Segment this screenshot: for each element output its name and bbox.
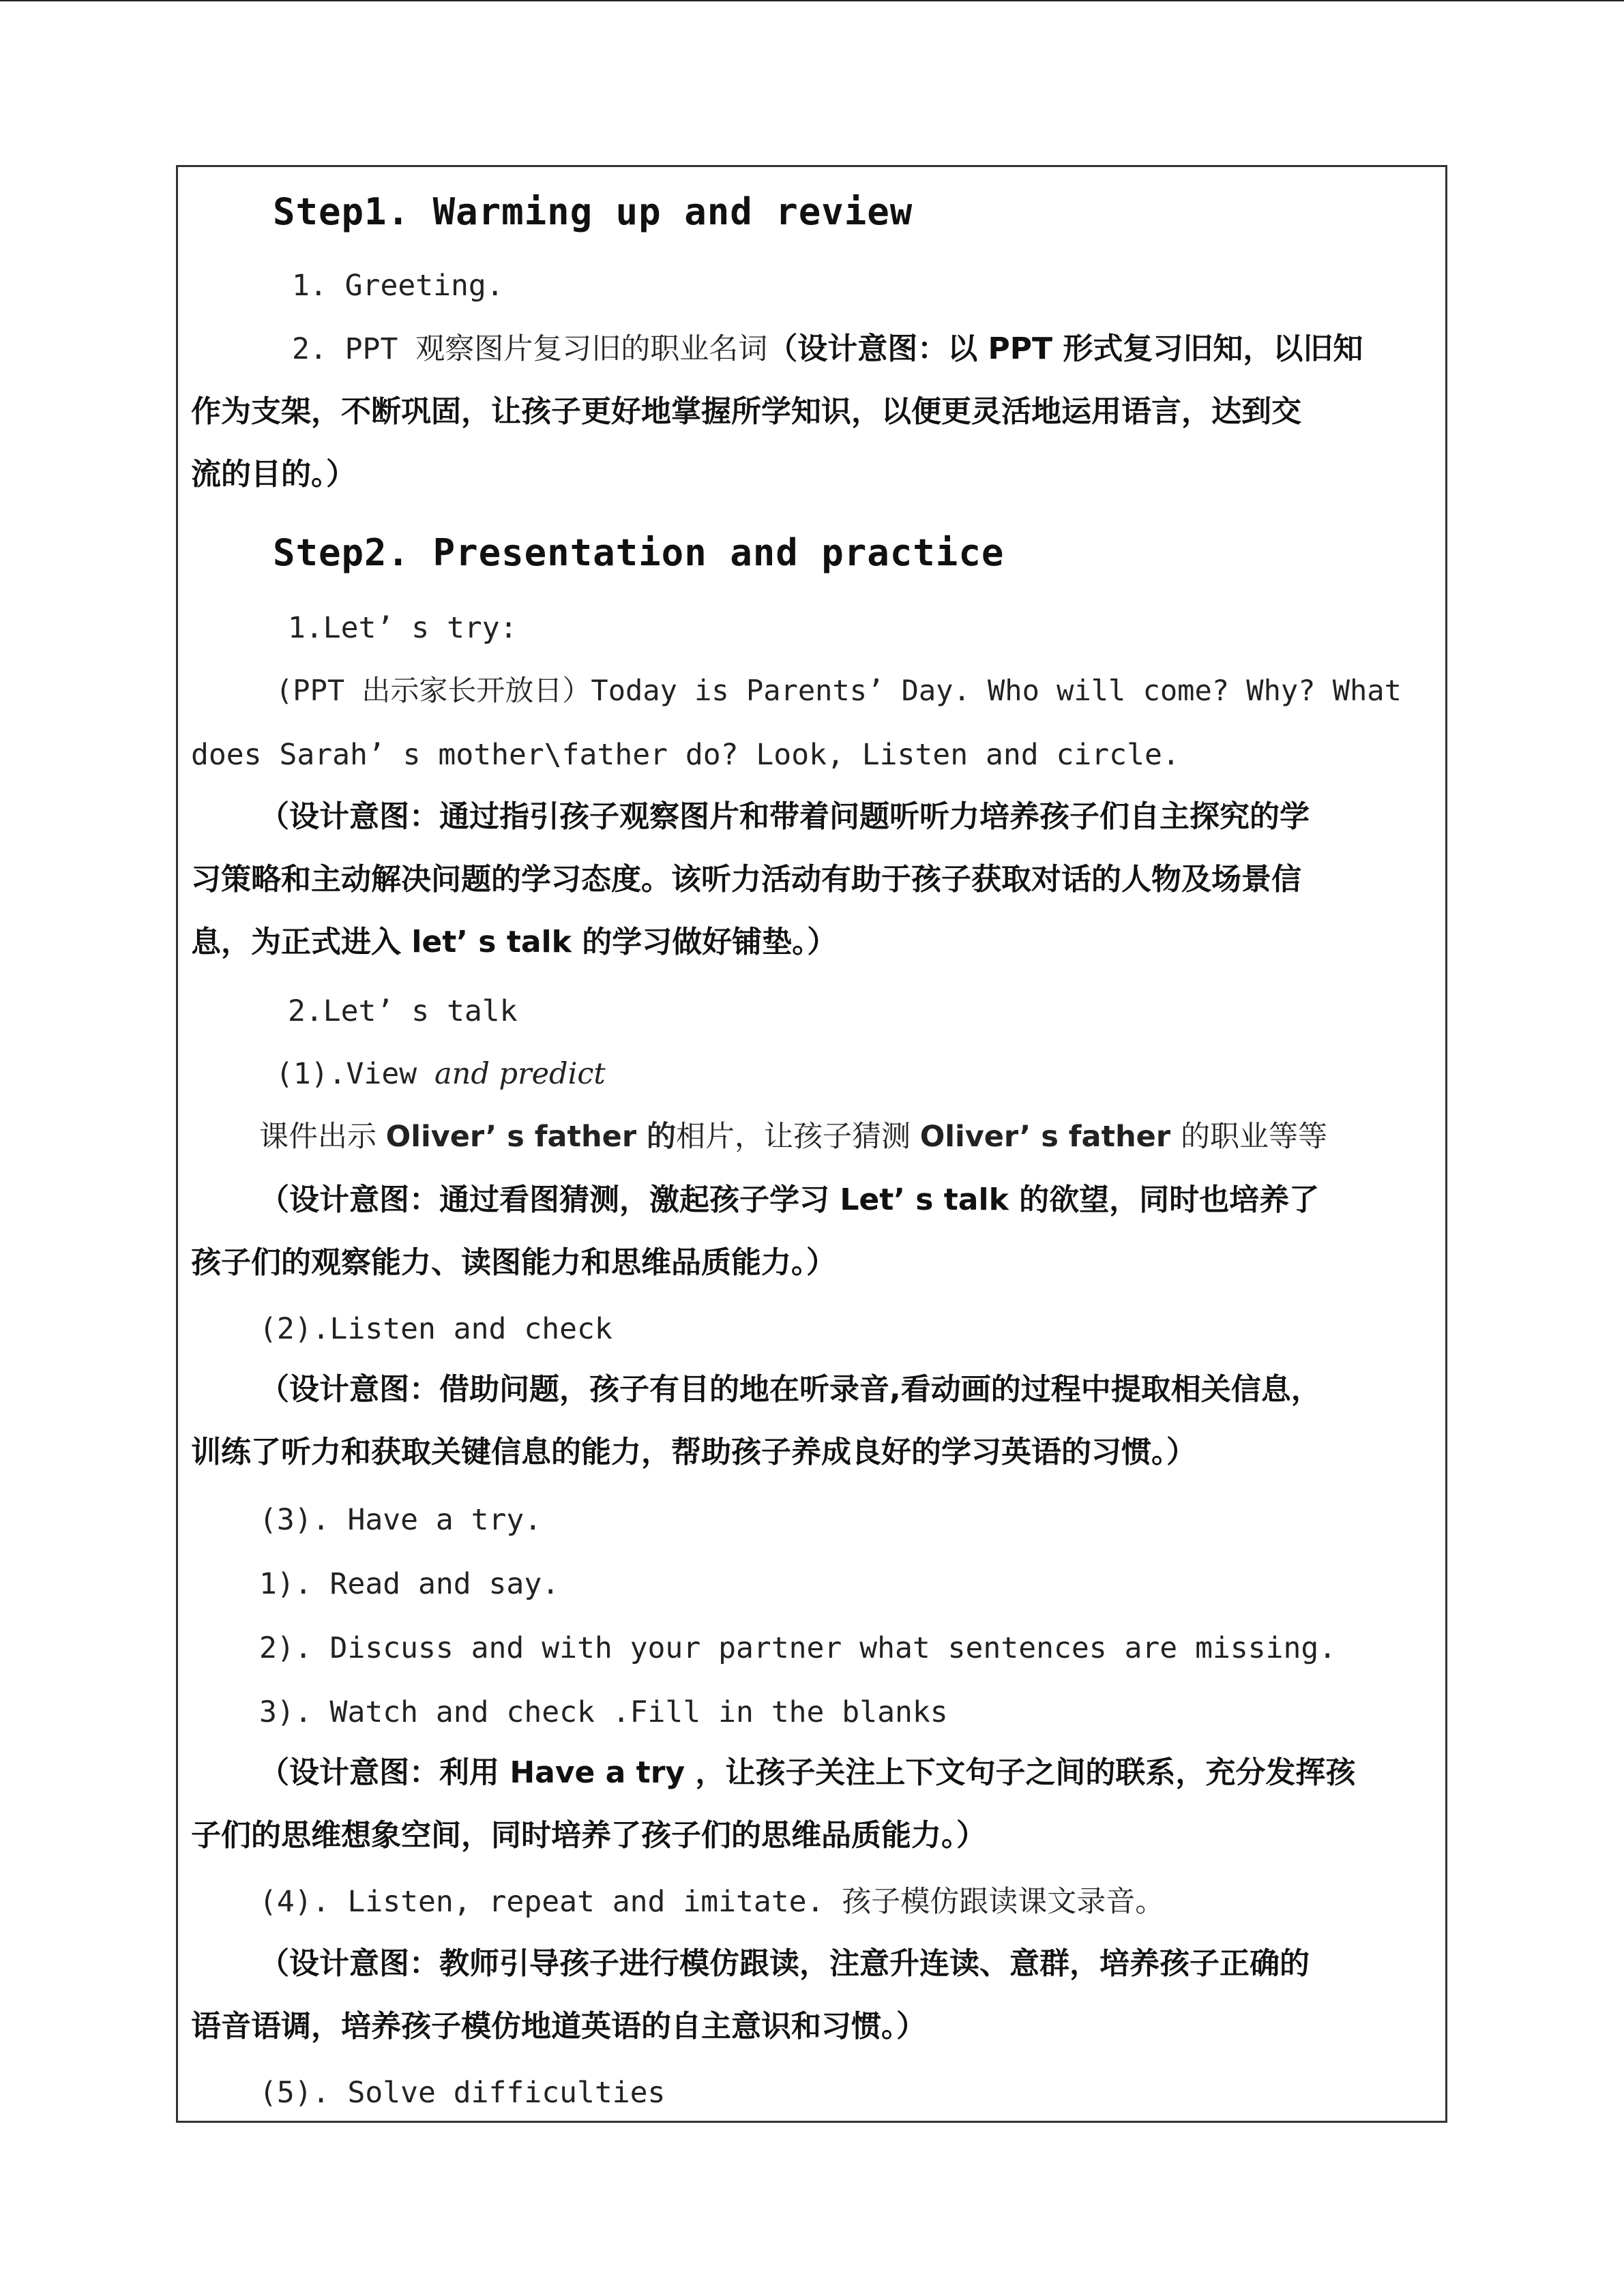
step1-item-greeting: 1. Greeting. <box>292 269 504 303</box>
listen-repeat: (4). Listen, repeat and imitate. 孩子模仿跟读课文录音。 <box>259 1885 1165 1919</box>
view-predict-rest: and predict <box>434 1057 606 1091</box>
listen-check: (2).Listen and check <box>259 1312 612 1346</box>
solve-difficulties: (5). Solve difficulties <box>259 2076 666 2110</box>
lets-talk-intent4-line2: 语音语调，培养孩子模仿地道英语的自主意识和习惯。） <box>191 2009 926 2044</box>
have-try-sub1: 1). Read and say. <box>259 1567 560 1601</box>
lets-talk-intent4-line1: （设计意图：教师引导孩子进行模仿跟读，注意升连读、意群，培养孩子正确的 <box>259 1946 1310 1981</box>
step1-item-ppt-intent: （设计意图：以 PPT 形式复习旧知，以旧知 <box>767 331 1363 366</box>
top-rule <box>0 0 1624 1</box>
lets-talk-intent3-line2: 子们的思维想象空间，同时培养了孩子们的思维品质能力。） <box>191 1818 986 1853</box>
lets-talk-intent3-line1: （设计意图：利用 Have a try ，让孩子关注上下文句子之间的联系，充分发挥孩 <box>259 1755 1356 1790</box>
lets-talk-intent1-line2: 孩子们的观察能力、读图能力和思维品质能力。） <box>191 1245 836 1280</box>
have-try-sub2: 2). Discuss and with your partner what sentences are missing. <box>259 1631 1337 1665</box>
have-a-try: (3). Have a try. <box>259 1503 542 1537</box>
lets-talk-intent2-line1: （设计意图：借助问题，孩子有目的地在听录音,看动画的过程中提取相关信息， <box>259 1372 1321 1407</box>
lets-talk-title: 2.Let’ s talk <box>288 994 518 1028</box>
lets-try-line2: does Sarah’ s mother\father do? Look, Listen and circle. <box>191 738 1180 772</box>
step1-heading: Step1. Warming up and review <box>273 190 913 233</box>
step1-intent-line2: 作为支架，不断巩固，让孩子更好地掌握所学知识，以便更灵活地运用语言，达到交 <box>191 394 1301 429</box>
step2-heading: Step2. Presentation and practice <box>273 531 1005 574</box>
lets-try-intent-line1: （设计意图：通过指引孩子观察图片和带着问题听听力培养孩子们自主探究的学 <box>259 799 1310 834</box>
lets-try-line1: (PPT 出示家长开放日）Today is Parents’ Day. Who will come? Why? What <box>276 674 1402 707</box>
courseware-part-d: Oliver’ s father <box>919 1120 1181 1154</box>
view-predict <box>276 1057 606 1091</box>
step1-item-ppt-text: 2. PPT 观察图片复习旧的职业名词 <box>292 332 768 366</box>
lets-try-title: 1.Let’ s try: <box>288 611 518 645</box>
lets-talk-intent1-line1: （设计意图：通过看图猜测，激起孩子学习 Let’ s talk 的欲望，同时也培养了 <box>259 1182 1320 1217</box>
have-try-sub3: 3). Watch and check .Fill in the blanks <box>259 1695 948 1729</box>
step1-intent-line3: 流的目的。） <box>191 457 356 492</box>
lets-talk-intent2-line2: 训练了听力和获取关键信息的能力，帮助孩子养成良好的学习英语的习惯。） <box>191 1435 1196 1470</box>
lets-try-intent-line3: 息，为正式进入 let’ s talk 的学习做好铺垫。） <box>191 925 838 959</box>
step1-item-ppt <box>292 331 1363 366</box>
courseware-part-c: 相片，让孩子猜测 <box>676 1120 920 1154</box>
courseware-part-e: 的职业等等 <box>1181 1120 1328 1154</box>
view-predict-num: (1).View <box>276 1057 434 1091</box>
courseware-part-a: 课件出示 <box>259 1120 386 1154</box>
courseware-part-b: Oliver’ s father 的 <box>385 1120 677 1154</box>
courseware-line <box>259 1122 1327 1152</box>
lets-try-intent-line2: 习策略和主动解决问题的学习态度。该听力活动有助于孩子获取对话的人物及场景信 <box>191 862 1301 897</box>
